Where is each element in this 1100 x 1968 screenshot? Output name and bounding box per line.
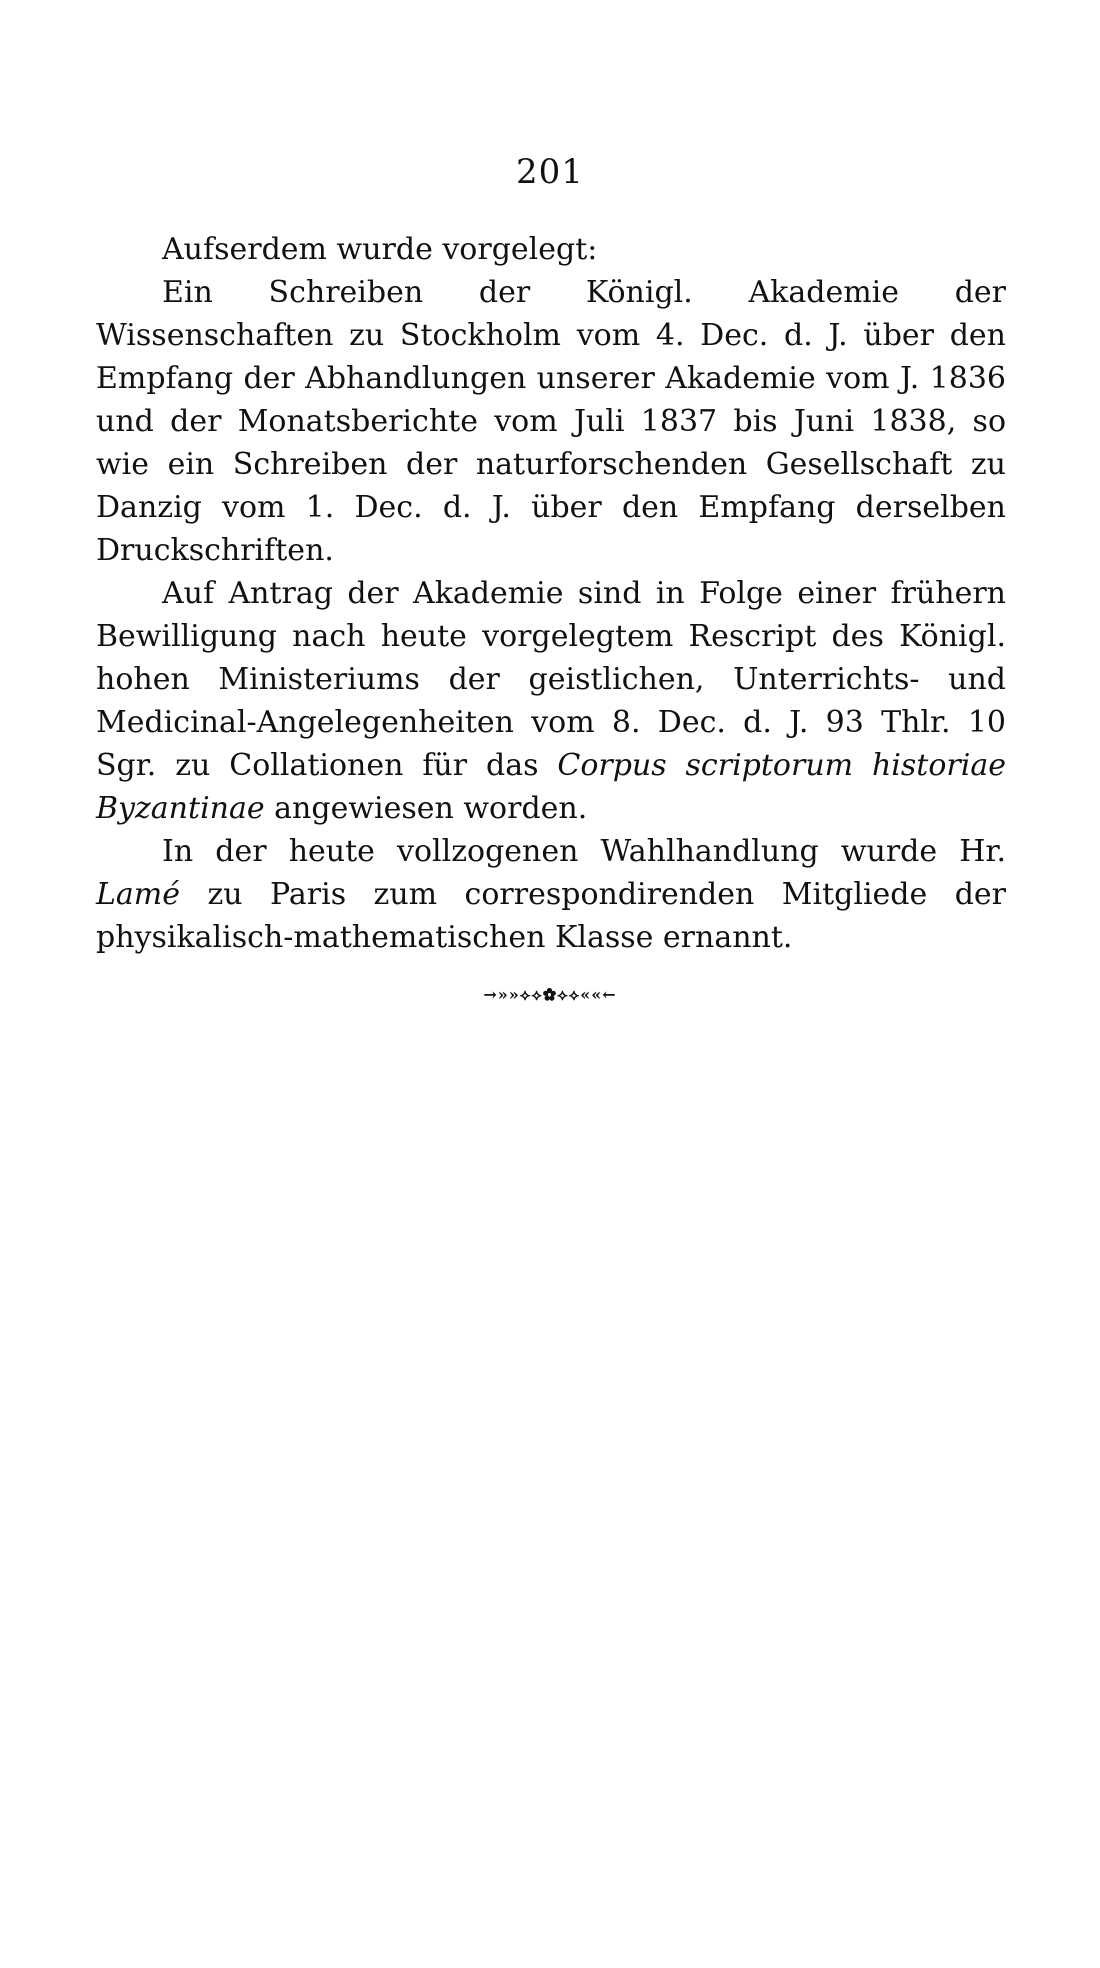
paragraph-grant	[96, 572, 1006, 830]
paragraph-grant-text-after: angewiesen worden.	[264, 791, 588, 826]
paragraph-grant-italic-title: Corpus scriptorum historiae Byzantinae	[96, 748, 1006, 826]
paragraph-intro	[96, 228, 1006, 271]
paragraph-election-text-before: In der heute vollzogenen Wahlhandlung wurde Hr.	[162, 834, 1006, 869]
paragraph-grant-text-before: Auf Antrag der Akademie sind in Folge einer frühern Bewilligung nach heute vorgelegtem Rescript des Königl. hohen Ministeriums der geistlichen, Unterrichts- und Medicinal-Angelegenheiten vom 8. Dec. d. J. 93 Thlr. 10 Sgr. zu Collationen für das	[96, 576, 1006, 783]
paragraph-letters-text: Ein Schreiben der Königl. Akademie der Wissenschaften zu Stockholm vom 4. Dec. d. J. über den Empfang der Abhandlungen unserer Akademie vom J. 1836 und der Monatsberichte vom Juli 1837 bis Juni 1838, so wie ein Schreiben der naturforschenden Gesellschaft zu Danzig vom 1. Dec. d. J. über den Empfang derselben Druckschriften.	[96, 275, 1006, 568]
paragraph-letters	[96, 271, 1006, 572]
paragraph-election	[96, 830, 1006, 959]
decorative-ornament: →»»⟡⟡✿⟡⟡««←	[483, 985, 617, 1004]
body-text	[96, 228, 1006, 959]
page-number: 201	[516, 152, 584, 192]
paragraph-intro-text: Aufserdem wurde vorgelegt:	[162, 232, 598, 267]
paragraph-election-italic-name: Lamé	[96, 877, 181, 912]
paragraph-election-text-after: zu Paris zum correspondirenden Mitgliede der physikalisch-mathematischen Klasse ernannt.	[96, 877, 1006, 955]
